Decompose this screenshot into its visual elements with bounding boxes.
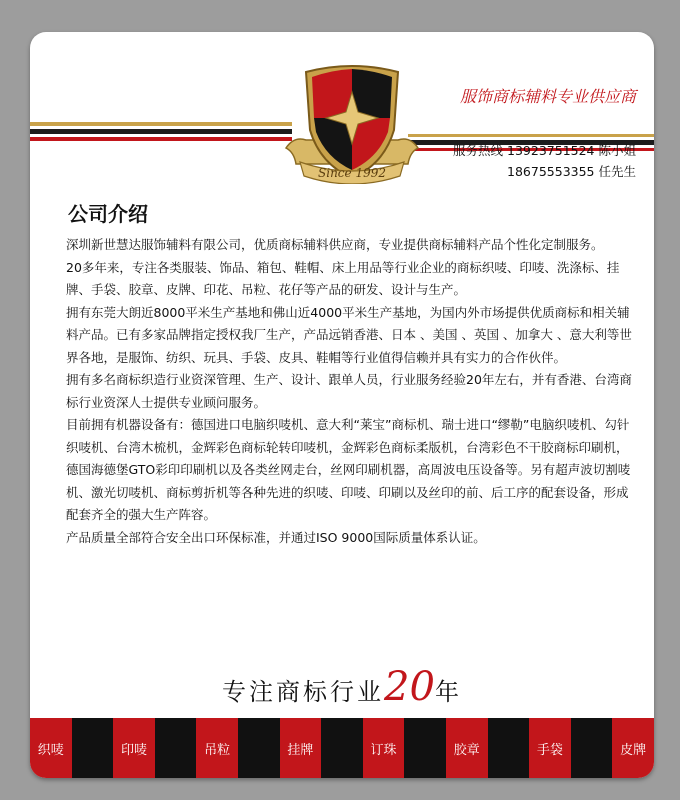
hotline-row-2 (420, 161, 636, 182)
shield-logo-icon (282, 52, 422, 184)
gold-stripe-right (408, 134, 654, 137)
category-spacer (321, 718, 363, 778)
company-tagline: 服饰商标辅料专业供应商 (459, 87, 636, 106)
intro-paragraph: 产品质量全部符合安全出口环保标准，并通过ISO 9000国际质量体系认证。 (66, 529, 486, 545)
service-hotline (420, 140, 636, 182)
hotline-label: 服务热线 (453, 143, 504, 158)
category-printed-label: 印唛 (113, 718, 155, 778)
hotline-number-2: 18675553355 任先生 (507, 164, 636, 179)
black-stripe-left (30, 129, 292, 134)
logo-since-text: Since 1992 (318, 166, 386, 180)
category-spacer (155, 718, 197, 778)
category-spacer (238, 718, 280, 778)
slogan (30, 664, 654, 710)
intro-paragraph: 拥有多名商标织造行业资深管理、生产、设计、跟单人员，行业服务经验20年左右，并有香港、台湾商标行业资深人士提供专业顾问服务。 (66, 372, 632, 410)
slogan-suffix: 年 (434, 678, 462, 706)
category-leather-patch: 皮牌 (612, 718, 654, 778)
category-rubber-patch: 胶章 (446, 718, 488, 778)
hotline-number-1: 13923751524 陈小姐 (507, 143, 636, 158)
category-spacer (488, 718, 530, 778)
intro-paragraph: 拥有东莞大朗近8000平米生产基地和佛山近4000平米生产基地，为国内外市场提供优质商标和相关辅料产品。已有多家品牌指定授权我厂生产，产品远销香港、日本 、美国 、英国 、加拿大 、意大利等世界各地，是服饰、纺织、玩具、手袋、皮具、鞋帽等行业值得信赖并具有实力的合作伙伴。 (66, 304, 632, 365)
brochure-card (30, 32, 654, 778)
category-spacer (72, 718, 114, 778)
section-heading: 公司介绍 (68, 202, 148, 226)
gold-stripe-left (30, 122, 292, 126)
category-seal-tag: 吊粒 (196, 718, 238, 778)
category-spacer (404, 718, 446, 778)
slogan-prefix: 专注商标行业 (222, 678, 385, 706)
slogan-number: 20 (384, 664, 435, 710)
red-stripe-left (30, 137, 292, 141)
category-handbag: 手袋 (529, 718, 571, 778)
hotline-row-1 (420, 140, 636, 161)
category-hang-tag: 挂牌 (280, 718, 322, 778)
intro-paragraph: 20多年来，专注各类服装、饰品、箱包、鞋帽、床上用品等行业企业的商标织唛、印唛、洗涤标、挂牌、手袋、胶章、皮牌、印花、吊粒、花仔等产品的研发、设计与生产。 (66, 259, 620, 297)
category-woven-label: 织唛 (30, 718, 72, 778)
intro-paragraph: 深圳新世慧达服饰辅料有限公司，优质商标辅料供应商，专业提供商标辅料产品个性化定制服务。 (66, 237, 604, 252)
category-beads: 订珠 (363, 718, 405, 778)
company-intro-text (66, 234, 634, 549)
category-spacer (571, 718, 613, 778)
intro-paragraph: 目前拥有机器设备有：德国进口电脑织唛机、意大利“莱宝”商标机、瑞士进口“缪勒”电脑织唛机、勾针织唛机、台湾木梳机，金辉彩色商标轮转印唛机，金辉彩色商标柔版机，台湾彩色不干胶商标印刷机，德国海德堡GTO彩印印刷机以及各类丝网走台，丝网印刷机器，高周波电压设备等。另有超声波切割唛机、激光切唛机、商标剪折机等各种先进的织唛、印唛、印刷以及丝印的前、后工序的配套设备，形成配套齐全的强大生产阵容。 (66, 417, 631, 522)
product-category-bar (30, 718, 654, 778)
